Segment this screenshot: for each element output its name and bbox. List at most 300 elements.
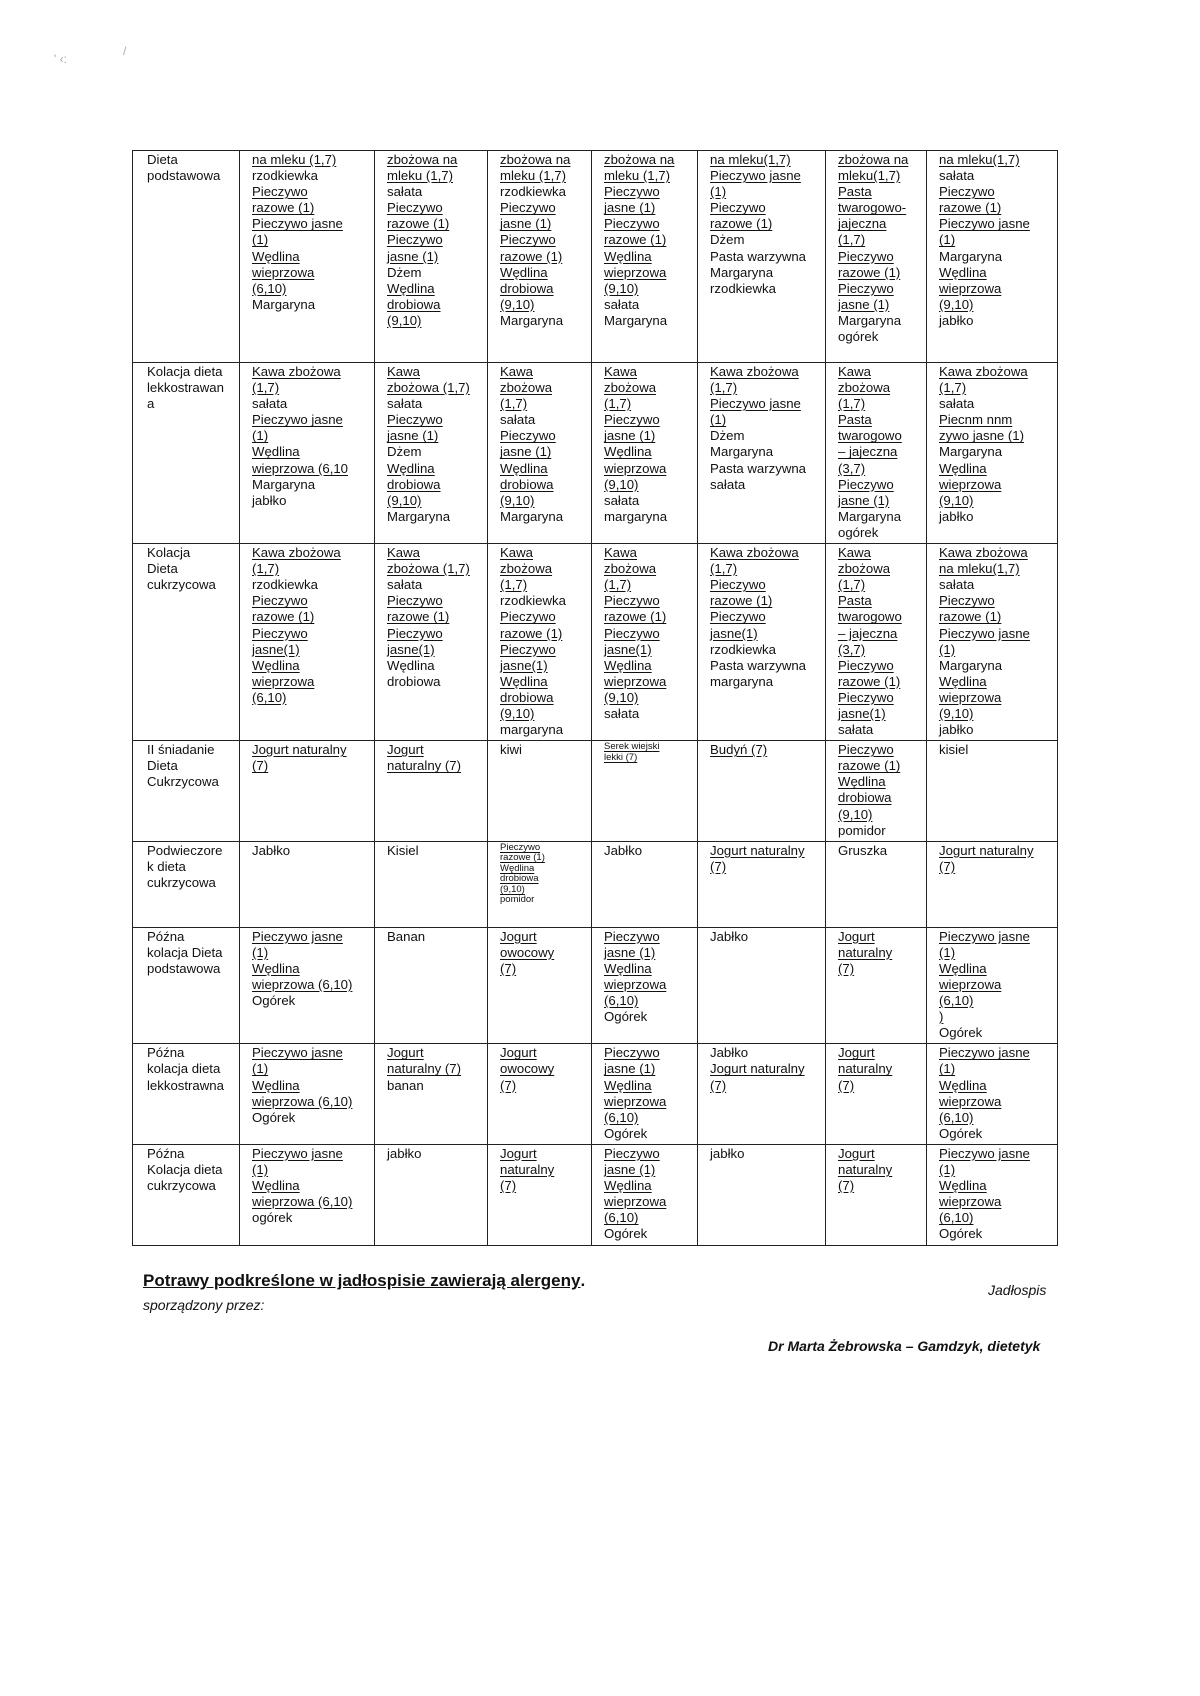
allergen-item: (9,10) xyxy=(500,883,525,895)
meal-label-line: kolacja dieta xyxy=(147,1061,221,1077)
allergen-item: jasne (1) xyxy=(387,248,439,264)
menu-item: sałata xyxy=(387,396,423,412)
allergen-item: (9,10) xyxy=(500,296,535,312)
allergen-item: Pieczywo xyxy=(500,200,556,216)
allergen-item: Pieczywo xyxy=(838,742,894,758)
menu-item: sałata xyxy=(252,396,288,412)
allergen-item: Jogurt xyxy=(838,1145,875,1161)
allergen-item: razowe (1) xyxy=(838,264,901,280)
menu-item: Kisiel xyxy=(387,842,419,858)
menu-row xyxy=(133,927,1058,1044)
allergen-item: Wędlina xyxy=(252,248,300,264)
menu-item: Margaryna xyxy=(387,508,451,524)
allergen-item: (1) xyxy=(710,184,727,200)
allergen-item: (7) xyxy=(500,1178,517,1194)
menu-item: Dżem xyxy=(387,264,422,280)
allergen-item: Pieczywo xyxy=(387,232,443,248)
menu-item: Ogórek xyxy=(939,1226,983,1242)
menu-item: jabłko xyxy=(939,722,974,738)
allergen-item: (6,10) xyxy=(252,280,287,296)
allergen-item: (9,10) xyxy=(387,312,422,328)
menu-item: jabłko xyxy=(252,492,287,508)
allergen-item: wieprzowa xyxy=(604,264,667,280)
meal-label-line: k dieta xyxy=(147,858,186,874)
allergen-item: (1,7) xyxy=(939,380,967,396)
menu-cell xyxy=(488,1044,592,1145)
allergen-item: Wędlina xyxy=(939,264,987,280)
allergen-item: razowe (1) xyxy=(838,673,901,689)
allergen-item: wieprzowa xyxy=(939,689,1002,705)
allergen-item: Pieczywo xyxy=(604,412,660,428)
menu-item: Margaryna xyxy=(838,508,902,524)
allergen-item: wieprzowa (6,10 xyxy=(252,460,349,476)
menu-item: sałata xyxy=(604,492,640,508)
allergen-item: (1,7) xyxy=(710,380,738,396)
menu-item: Dżem xyxy=(710,428,745,444)
menu-item: sałata xyxy=(710,476,746,492)
allergen-item: (1) xyxy=(252,428,269,444)
menu-item: Margaryna xyxy=(710,444,774,460)
allergen-item: Pieczywo xyxy=(252,625,308,641)
allergen-item: Jogurt naturalny xyxy=(252,742,347,758)
menu-cell xyxy=(375,1144,488,1245)
allergen-item: Pieczywo xyxy=(838,689,894,705)
allergen-item: Pieczywo xyxy=(604,928,660,944)
allergen-item: wieprzowa xyxy=(604,1194,667,1210)
allergen-item: Wędlina xyxy=(838,774,886,790)
allergen-item: Kawa zbożowa xyxy=(710,364,799,379)
meal-label-line: a xyxy=(147,396,155,412)
allergen-item: naturalny xyxy=(838,1162,893,1178)
allergen-item: (9,10) xyxy=(604,689,639,705)
menu-cell xyxy=(488,151,592,363)
allergen-item: Piecnm nnm xyxy=(939,412,1013,428)
allergen-item: wieprzowa xyxy=(939,1194,1002,1210)
allergen-item: razowe (1) xyxy=(500,852,545,864)
allergen-item: mleku (1,7) xyxy=(500,168,566,184)
menu-item: Dżem xyxy=(387,444,422,460)
allergen-item: drobiowa xyxy=(500,873,539,885)
allergen-item: (1,7) xyxy=(252,380,280,396)
menu-cell xyxy=(488,841,592,927)
allergen-item: Pieczywo xyxy=(604,625,660,641)
allergen-item: Jogurt naturalny xyxy=(710,842,805,858)
allergen-item: zbożowa xyxy=(604,561,657,577)
allergen-item: Pieczywo xyxy=(387,200,443,216)
allergen-item: mleku (1,7) xyxy=(387,168,453,184)
menu-cell xyxy=(592,151,698,363)
menu-cell xyxy=(927,363,1058,544)
allergen-item: Jogurt xyxy=(500,928,537,944)
meal-label xyxy=(133,741,240,842)
allergen-item: Wędlina xyxy=(252,657,300,673)
allergen-item: Wędlina xyxy=(500,264,548,280)
allergen-item: jajeczna xyxy=(838,216,887,232)
allergen-item: na mleku(1,7) xyxy=(939,561,1020,577)
meal-label-line: cukrzycowa xyxy=(147,577,216,593)
menu-item: pomidor xyxy=(500,894,535,906)
menu-item: Ogórek xyxy=(604,1226,648,1242)
allergen-item: (7) xyxy=(500,960,517,976)
menu-cell xyxy=(240,741,375,842)
meal-label-line: podstawowa xyxy=(147,168,221,184)
allergen-item: Pieczywo xyxy=(838,280,894,296)
allergen-item: (9,10) xyxy=(838,806,873,822)
allergen-item: (7) xyxy=(710,858,727,874)
menu-cell xyxy=(927,544,1058,741)
allergen-item: Kawa xyxy=(387,364,420,379)
allergen-item: Kawa xyxy=(500,364,533,379)
allergen-item: Wędlina xyxy=(604,248,652,264)
allergen-item: jasne (1) xyxy=(387,428,439,444)
allergen-item: Kawa xyxy=(838,545,871,561)
allergen-item: (1,7) xyxy=(838,396,866,412)
menu-item: Jabłko xyxy=(710,1045,749,1061)
menu-cell xyxy=(240,151,375,363)
allergen-item: Pieczywo jasne xyxy=(710,168,801,184)
menu-item: sałata xyxy=(604,705,640,721)
allergen-item: Pieczywo xyxy=(604,593,660,609)
menu-item: sałata xyxy=(939,168,975,184)
menu-cell xyxy=(927,927,1058,1044)
allergen-item: Pieczywo xyxy=(252,593,308,609)
allergen-item: (1) xyxy=(710,412,727,428)
allergen-item: Pieczywo xyxy=(604,1145,660,1161)
menu-row xyxy=(133,363,1058,544)
allergen-item: (6,10) xyxy=(604,993,639,1009)
allergen-item: drobiowa xyxy=(387,296,441,312)
allergen-item: (7) xyxy=(500,1077,517,1093)
menu-cell xyxy=(826,1144,927,1245)
allergen-item: Jogurt xyxy=(838,1045,875,1061)
menu-item: sałata xyxy=(939,396,975,412)
allergen-item: Pieczywo jasne xyxy=(939,1145,1030,1161)
allergen-item: Wędlina xyxy=(604,1077,652,1093)
menu-cell xyxy=(592,363,698,544)
allergen-item: Pasta xyxy=(838,412,872,428)
allergen-item: jasne(1) xyxy=(710,625,758,641)
allergen-item: Serek wiejski xyxy=(604,741,660,753)
allergen-item: wieprzowa (6,10) xyxy=(252,977,353,992)
menu-row xyxy=(133,151,1058,363)
meal-label-line: lekkostrawna xyxy=(147,1077,224,1093)
allergen-item: wieprzowa xyxy=(939,977,1002,992)
allergen-item: zbożowa (1,7) xyxy=(387,561,470,577)
menu-cell xyxy=(927,841,1058,927)
menu-cell xyxy=(240,363,375,544)
menu-cell xyxy=(698,1144,826,1245)
menu-item: Margaryna xyxy=(252,476,316,492)
menu-caption: Jadłospis xyxy=(988,1282,1047,1298)
menu-item: banan xyxy=(387,1077,424,1093)
allergen-item: (3,7) xyxy=(838,460,866,476)
allergen-item: (6,10) xyxy=(939,993,974,1009)
allergen-item: (1) xyxy=(252,944,269,960)
allergen-item: ) xyxy=(939,1009,944,1025)
allergen-item: drobiowa xyxy=(500,476,554,492)
allergen-item: (9,10) xyxy=(500,705,535,721)
allergen-item: (1,7) xyxy=(838,232,866,248)
menu-item: rzodkiewka xyxy=(500,593,566,609)
meal-label xyxy=(133,363,240,544)
allergen-item: Kawa xyxy=(838,364,871,379)
allergen-item: Pieczywo xyxy=(500,609,556,625)
menu-item: rzodkiewka xyxy=(252,168,318,184)
allergen-item: Pieczywo xyxy=(939,184,995,200)
allergen-item: (7) xyxy=(710,1077,727,1093)
menu-item: Ogórek xyxy=(604,1009,648,1025)
allergen-item: wieprzowa xyxy=(939,280,1002,296)
meal-label-line: cukrzycowa xyxy=(147,874,216,890)
allergen-item: wieprzowa xyxy=(252,264,315,280)
allergen-item: na mleku (1,7) xyxy=(252,152,337,167)
menu-cell xyxy=(927,741,1058,842)
allergen-item: razowe (1) xyxy=(387,609,450,625)
menu-cell xyxy=(826,151,927,363)
meal-label-line: Kolacja dieta xyxy=(147,1162,223,1178)
menu-item: kiwi xyxy=(500,742,522,758)
allergen-item: Pieczywo xyxy=(838,476,894,492)
menu-item: sałata xyxy=(387,184,423,200)
meal-label xyxy=(133,1144,240,1245)
allergen-item: Pieczywo xyxy=(710,200,766,216)
allergen-item: (7) xyxy=(838,1077,855,1093)
allergen-item: Wędlina xyxy=(500,862,535,874)
allergen-item: Pieczywo jasne xyxy=(939,928,1030,944)
allergen-item: zbożowa na xyxy=(500,152,571,167)
allergen-item: (1,7) xyxy=(604,396,632,412)
allergen-item: wieprzowa xyxy=(939,1093,1002,1109)
allergen-item: (1,7) xyxy=(252,561,280,577)
menu-cell xyxy=(240,927,375,1044)
meal-label-line: Późna xyxy=(147,1045,185,1061)
menu-item: sałata xyxy=(387,577,423,593)
menu-cell xyxy=(927,1144,1058,1245)
menu-cell xyxy=(698,544,826,741)
allergen-item: Pieczywo xyxy=(500,428,556,444)
menu-cell xyxy=(240,1044,375,1145)
allergen-item: Kawa xyxy=(604,545,637,561)
menu-item: pomidor xyxy=(838,822,886,838)
menu-table xyxy=(132,150,1058,1246)
allergen-item: wieprzowa xyxy=(939,476,1002,492)
allergen-item: Pieczywo jasne xyxy=(710,396,801,412)
allergen-item: drobiowa xyxy=(500,689,554,705)
allergen-item: (9,10) xyxy=(939,705,974,721)
allergen-item: zbożowa xyxy=(838,380,891,396)
allergen-item: Jogurt naturalny xyxy=(939,842,1034,858)
meal-label-line: kolacja Dieta xyxy=(147,944,223,960)
menu-item: Margaryna xyxy=(939,444,1003,460)
allergen-item: jasne (1) xyxy=(838,492,890,508)
allergen-item: wieprzowa xyxy=(604,460,667,476)
allergen-item: Kawa zbożowa xyxy=(939,364,1028,379)
meal-label-line: Dieta xyxy=(147,758,178,774)
allergen-item: zbożowa na xyxy=(838,152,909,167)
allergen-item: (7) xyxy=(838,1178,855,1194)
menu-cell xyxy=(240,841,375,927)
allergen-item: jasne(1) xyxy=(838,705,886,721)
menu-cell xyxy=(375,1044,488,1145)
allergen-item: jasne (1) xyxy=(500,444,552,460)
allergen-item: Kawa xyxy=(604,364,637,379)
allergen-item: drobiowa xyxy=(838,790,892,806)
allergen-item: (9,10) xyxy=(604,280,639,296)
allergen-item: Pieczywo jasne xyxy=(939,625,1030,641)
allergen-item: – jajeczna xyxy=(838,625,898,641)
menu-item: Ogórek xyxy=(252,1109,296,1125)
allergen-item: Kawa xyxy=(387,545,420,561)
allergen-item: (3,7) xyxy=(838,641,866,657)
menu-item: rzodkiewka xyxy=(500,184,566,200)
menu-item: Ogórek xyxy=(604,1125,648,1141)
menu-item: Jabłko xyxy=(252,842,291,858)
allergen-item: drobiowa xyxy=(387,476,441,492)
allergen-item: (1) xyxy=(252,232,269,248)
menu-cell xyxy=(826,544,927,741)
allergen-item: (1) xyxy=(939,944,956,960)
allergen-item: Jogurt naturalny xyxy=(710,1061,805,1077)
menu-cell xyxy=(375,927,488,1044)
allergen-item: razowe (1) xyxy=(939,609,1002,625)
allergen-item: zbożowa na xyxy=(604,152,675,167)
allergen-item: jasne(1) xyxy=(500,657,548,673)
allergen-item: Pieczywo xyxy=(710,577,766,593)
allergen-item: razowe (1) xyxy=(604,609,667,625)
allergen-item: (6,10) xyxy=(252,689,287,705)
menu-cell xyxy=(826,927,927,1044)
allergen-item: Jogurt xyxy=(838,928,875,944)
allergen-item: (9,10) xyxy=(500,492,535,508)
menu-cell xyxy=(698,363,826,544)
allergen-item: Pieczywo xyxy=(500,641,556,657)
allergen-item: naturalny xyxy=(838,1061,893,1077)
menu-item: Ogórek xyxy=(939,1025,983,1041)
allergen-item: Wędlina xyxy=(252,1178,300,1194)
menu-cell xyxy=(375,151,488,363)
allergen-item: Jogurt xyxy=(387,742,424,758)
menu-item: Margaryna xyxy=(500,508,564,524)
allergen-item: lekki (7) xyxy=(604,751,638,763)
menu-cell xyxy=(826,841,927,927)
allergen-item: Pieczywo xyxy=(252,184,308,200)
allergen-item: (1,7) xyxy=(710,561,738,577)
allergen-item: jasne(1) xyxy=(387,641,435,657)
allergen-item: Pieczywo xyxy=(604,216,660,232)
allergen-item: Budyń (7) xyxy=(710,742,768,758)
allergen-item: (6,10) xyxy=(939,1210,974,1226)
menu-item: Margaryna xyxy=(939,248,1003,264)
allergen-item: twarogowo xyxy=(838,428,902,444)
meal-label-line: Dieta xyxy=(147,561,178,577)
allergen-item: Pieczywo xyxy=(387,593,443,609)
meal-label xyxy=(133,1044,240,1145)
allergen-item: Pieczywo xyxy=(387,412,443,428)
allergen-item: Pieczywo xyxy=(604,184,660,200)
allergen-item: Pasta xyxy=(838,184,872,200)
menu-item: Jabłko xyxy=(710,928,749,944)
menu-item: sałata xyxy=(604,296,640,312)
menu-cell xyxy=(698,741,826,842)
menu-cell xyxy=(698,927,826,1044)
allergen-item: Pieczywo jasne xyxy=(252,1145,343,1161)
allergen-item: zywo jasne (1) xyxy=(939,428,1025,444)
allergen-item: na mleku(1,7) xyxy=(939,152,1020,167)
menu-cell xyxy=(592,544,698,741)
allergen-item: jasne (1) xyxy=(604,1162,656,1178)
meal-label-line: cukrzycowa xyxy=(147,1178,216,1194)
menu-cell xyxy=(592,841,698,927)
allergen-item: razowe (1) xyxy=(500,248,563,264)
allergen-item: Pieczywo xyxy=(604,1045,660,1061)
meal-label-line: Kolacja dieta xyxy=(147,364,223,379)
allergen-item: Wędlina xyxy=(252,960,300,976)
allergen-item: twarogowo xyxy=(838,609,902,625)
allergen-item: Wędlina xyxy=(939,1077,987,1093)
menu-item: Margaryna xyxy=(939,657,1003,673)
allergen-item: (1,7) xyxy=(604,577,632,593)
menu-item: sałata xyxy=(500,412,536,428)
allergen-item: drobiowa xyxy=(500,280,554,296)
allergen-item: razowe (1) xyxy=(252,609,315,625)
menu-item: ogórek xyxy=(252,1210,293,1226)
menu-row xyxy=(133,1044,1058,1145)
menu-item: Dżem xyxy=(710,232,745,248)
allergen-item: naturalny xyxy=(500,1162,555,1178)
allergen-item: wieprzowa xyxy=(604,1093,667,1109)
allergen-item: zbożowa na xyxy=(387,152,458,167)
allergen-item: (7) xyxy=(838,960,855,976)
meal-label-line: Dieta xyxy=(147,152,178,167)
allergen-item: Jogurt xyxy=(500,1145,537,1161)
allergen-item: Pasta xyxy=(838,593,872,609)
allergen-item: zbożowa (1,7) xyxy=(387,380,470,396)
allergen-item: (1,7) xyxy=(838,577,866,593)
menu-cell xyxy=(240,544,375,741)
menu-cell xyxy=(927,151,1058,363)
allergen-item: Kawa zbożowa xyxy=(252,545,341,561)
menu-item: Margaryna xyxy=(604,312,668,328)
menu-cell xyxy=(826,363,927,544)
allergen-item: Wędlina xyxy=(387,460,435,476)
allergen-item: wieprzowa xyxy=(252,673,315,689)
allergen-item: wieprzowa xyxy=(604,977,667,992)
menu-item: Pasta warzywna xyxy=(710,657,807,673)
allergen-item: Kawa zbożowa xyxy=(710,545,799,561)
allergen-item: Wędlina xyxy=(500,673,548,689)
allergen-item: (1,7) xyxy=(500,396,528,412)
menu-cell xyxy=(240,1144,375,1245)
menu-item: rzodkiewka xyxy=(710,641,776,657)
allergen-item: (9,10) xyxy=(939,492,974,508)
allergen-item: jasne (1) xyxy=(838,296,890,312)
prepared-by-label: sporządzony przez: xyxy=(143,1297,265,1313)
menu-item: Jabłko xyxy=(604,842,643,858)
allergen-item: zbożowa xyxy=(838,561,891,577)
menu-cell xyxy=(488,1144,592,1245)
allergen-item: (1) xyxy=(939,641,956,657)
menu-cell xyxy=(375,841,488,927)
allergen-item: razowe (1) xyxy=(500,625,563,641)
menu-row xyxy=(133,1144,1058,1245)
allergen-item: Wędlina xyxy=(252,1077,300,1093)
menu-item: Pasta warzywna xyxy=(710,248,807,264)
menu-cell xyxy=(375,363,488,544)
menu-cell xyxy=(488,927,592,1044)
allergen-item: naturalny (7) xyxy=(387,758,462,774)
allergen-item: Wędlina xyxy=(939,460,987,476)
menu-item: rzodkiewka xyxy=(710,280,776,296)
